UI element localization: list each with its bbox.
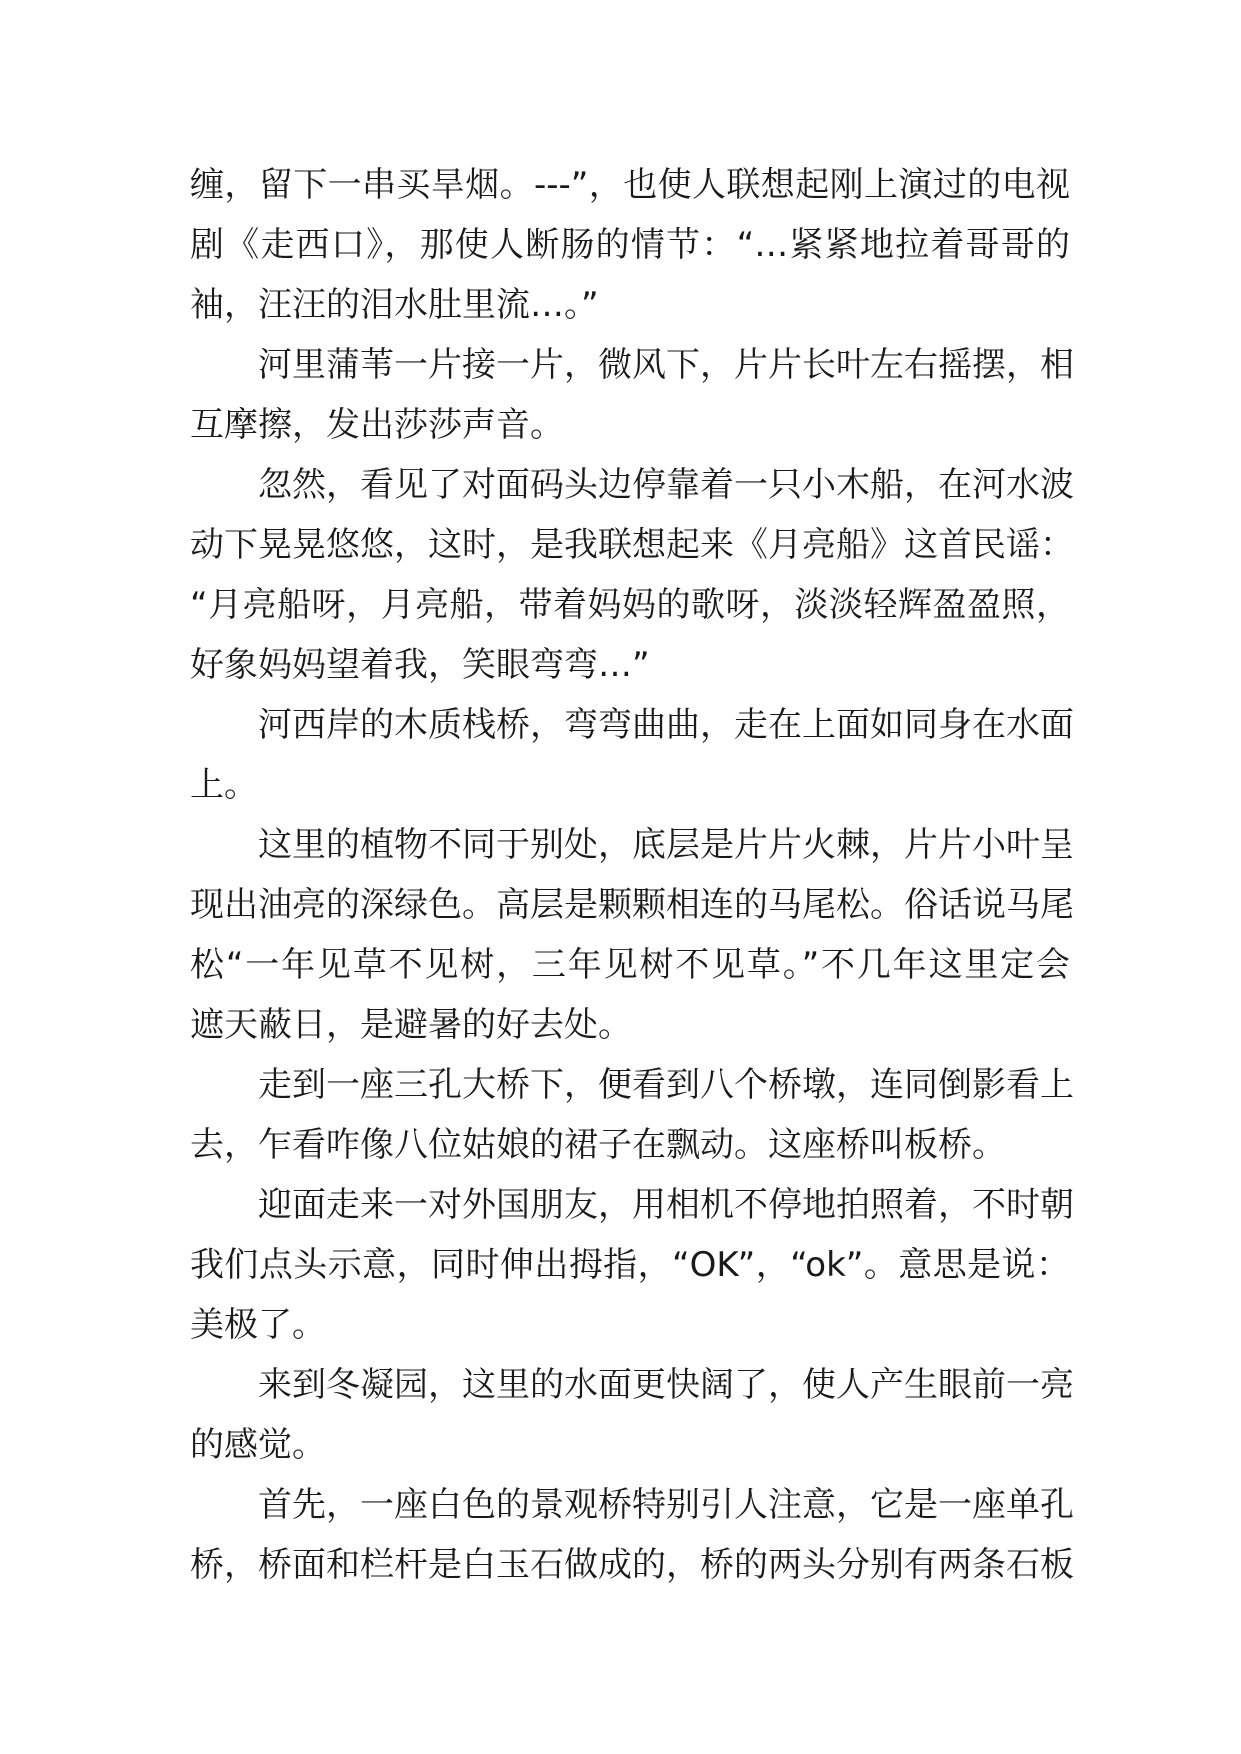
- paragraph: [190, 155, 1070, 335]
- text-line: 的感觉。: [190, 1425, 326, 1465]
- text-line: 袖，汪汪的泪水肚里流…。”: [190, 285, 599, 325]
- paragraph: [190, 695, 1074, 815]
- text-line: 好象妈妈望着我，笑眼弯弯…”: [190, 645, 650, 685]
- paragraph: [190, 335, 1074, 455]
- text-line: 迎面走来一对外国朋友，用相机不停地拍照着，不时朝: [258, 1185, 1074, 1225]
- paragraph: [190, 455, 1074, 695]
- text-line: 上。: [190, 765, 258, 805]
- paragraph: [190, 1475, 1074, 1595]
- text-line: 走到一座三孔大桥下，便看到八个桥墩，连同倒影看上: [258, 1065, 1074, 1105]
- text-line: 互摩擦，发出莎莎声音。: [190, 405, 564, 445]
- text-line: 来到冬凝园，这里的水面更快阔了，使人产生眼前一亮: [258, 1365, 1074, 1405]
- body-text: [190, 155, 1074, 1595]
- text-line: 河里蒲苇一片接一片，微风下，片片长叶左右摇摆，相: [258, 345, 1074, 385]
- text-line: 美极了。: [190, 1305, 326, 1345]
- paragraph: [190, 1355, 1074, 1475]
- text-line: 剧《走西口》，那使人断肠的情节：“…紧紧地拉着哥哥的: [190, 225, 1070, 265]
- text-line: “月亮船呀，月亮船，带着妈妈的歌呀，淡淡轻辉盈盈照，: [190, 585, 1070, 625]
- text-line: 这里的植物不同于别处，底层是片片火棘，片片小叶呈: [258, 825, 1074, 865]
- text-line: 河西岸的木质栈桥，弯弯曲曲，走在上面如同身在水面: [258, 705, 1074, 745]
- text-line: 桥，桥面和栏杆是白玉石做成的，桥的两头分别有两条石板: [190, 1545, 1074, 1585]
- paragraph: [190, 1055, 1074, 1175]
- text-line: 动下晃晃悠悠，这时，是我联想起来《月亮船》这首民谣：: [190, 525, 1074, 565]
- text-line: 现出油亮的深绿色。高层是颗颗相连的马尾松。俗话说马尾: [190, 885, 1074, 925]
- paragraph: [190, 1175, 1074, 1355]
- text-line: 去，乍看咋像八位姑娘的裙子在飘动。这座桥叫板桥。: [190, 1125, 1006, 1165]
- text-line: 遮天蔽日，是避暑的好去处。: [190, 1005, 632, 1045]
- text-line: 首先，一座白色的景观桥特别引人注意，它是一座单孔: [258, 1485, 1074, 1525]
- text-line: 我们点头示意，同时伸出拇指，“OK”，“ok”。意思是说：: [190, 1245, 1070, 1285]
- text-line: 松“一年见草不见树，三年见树不见草。”不几年这里定会: [190, 945, 1070, 985]
- text-line: 缠，留下一串买旱烟。---”，也使人联想起刚上演过的电视: [190, 165, 1070, 205]
- paragraph: [190, 815, 1074, 1055]
- text-line: 忽然，看见了对面码头边停靠着一只小木船，在河水波: [258, 465, 1074, 505]
